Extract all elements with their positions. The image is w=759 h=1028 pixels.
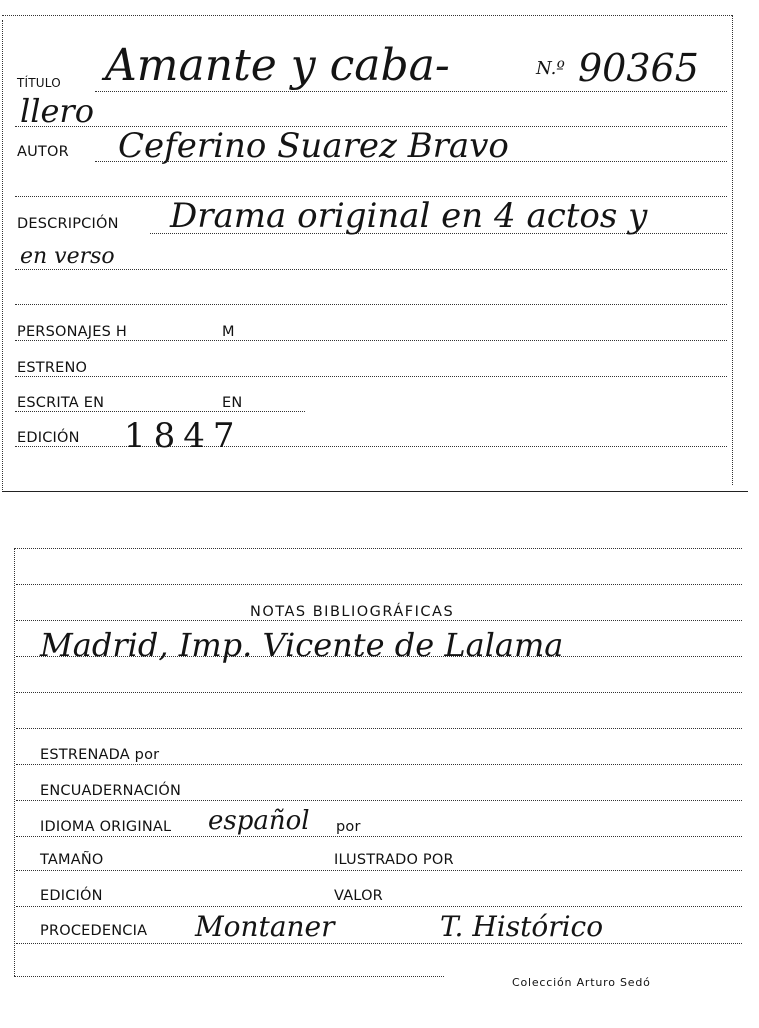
handwritten-edition-year: 1847 [124,416,243,456]
handwritten-numero: 90365 [578,46,699,90]
rule-notas-1 [16,584,742,585]
handwritten-author: Ceferino Suarez Bravo [118,126,509,166]
valor-label: VALOR [334,888,383,904]
rule-titulo [95,91,727,92]
titulo-label: TÍTULO [17,76,61,90]
descripcion-label: DESCRIPCIÓN [17,216,119,232]
rule-descripcion-3 [15,304,727,305]
rule-tamano [16,870,742,871]
idioma-original-label: IDIOMA ORIGINAL [40,819,172,835]
rule-notas-2 [16,620,742,621]
idioma-por-label: por [336,819,361,835]
autor-label: AUTOR [17,144,69,160]
handwritten-title-line1: Amante y caba- [105,40,450,91]
escrita-en-label: ESCRITA EN [17,395,105,411]
handwritten-numero-prefix: N.º [536,58,565,79]
rule-notas-5 [16,728,742,729]
card2-bottom-border [14,976,444,977]
rule-personajes [15,340,727,341]
handwritten-procedencia-2: T. Histórico [440,910,604,943]
rule-edicion2 [16,906,742,907]
coleccion-label: Colección Arturo Sedó [512,976,651,989]
rule-descripcion-2 [15,269,727,270]
handwritten-procedencia-1: Montaner [195,910,335,943]
rule-edicion [15,446,727,447]
notas-heading: NOTAS BIBLIOGRÁFICAS [250,604,455,620]
handwritten-notas: Madrid, Imp. Vicente de Lalama [40,626,564,664]
handwritten-description-line1: Drama original en 4 actos y [170,196,648,236]
card2-left-border [14,548,15,976]
rule-escrita [15,411,305,412]
rule-encuadernacion [16,800,742,801]
card2-top-border [14,548,742,549]
ilustrado-por-label: ILUSTRADO POR [334,852,454,868]
handwritten-description-line2: en verso [20,244,115,269]
estrenada-por-label: ESTRENADA por [40,747,160,763]
rule-procedencia [16,943,742,944]
rule-estreno [15,376,727,377]
personajes-m-label: M [222,324,235,340]
card1-top-border [2,15,732,16]
encuadernacion-label: ENCUADERNACIÓN [40,783,182,799]
edicion-label: EDICIÓN [17,430,80,446]
rule-notas-4 [16,692,742,693]
personajes-h-label: PERSONAJES H [17,324,127,340]
tamano-label: TAMAÑO [40,852,104,868]
card1-right-border [732,15,733,485]
card1-bottom-border [2,491,748,492]
card1-left-border [2,20,3,490]
edicion2-label: EDICIÓN [40,888,103,904]
rule-idioma [16,836,742,837]
escrita-en2-label: EN [222,395,243,411]
procedencia-label: PROCEDENCIA [40,923,148,939]
rule-estrenada [16,764,742,765]
estreno-label: ESTRENO [17,360,88,376]
handwritten-title-line2: llero [20,92,94,130]
handwritten-idioma: español [208,806,310,836]
